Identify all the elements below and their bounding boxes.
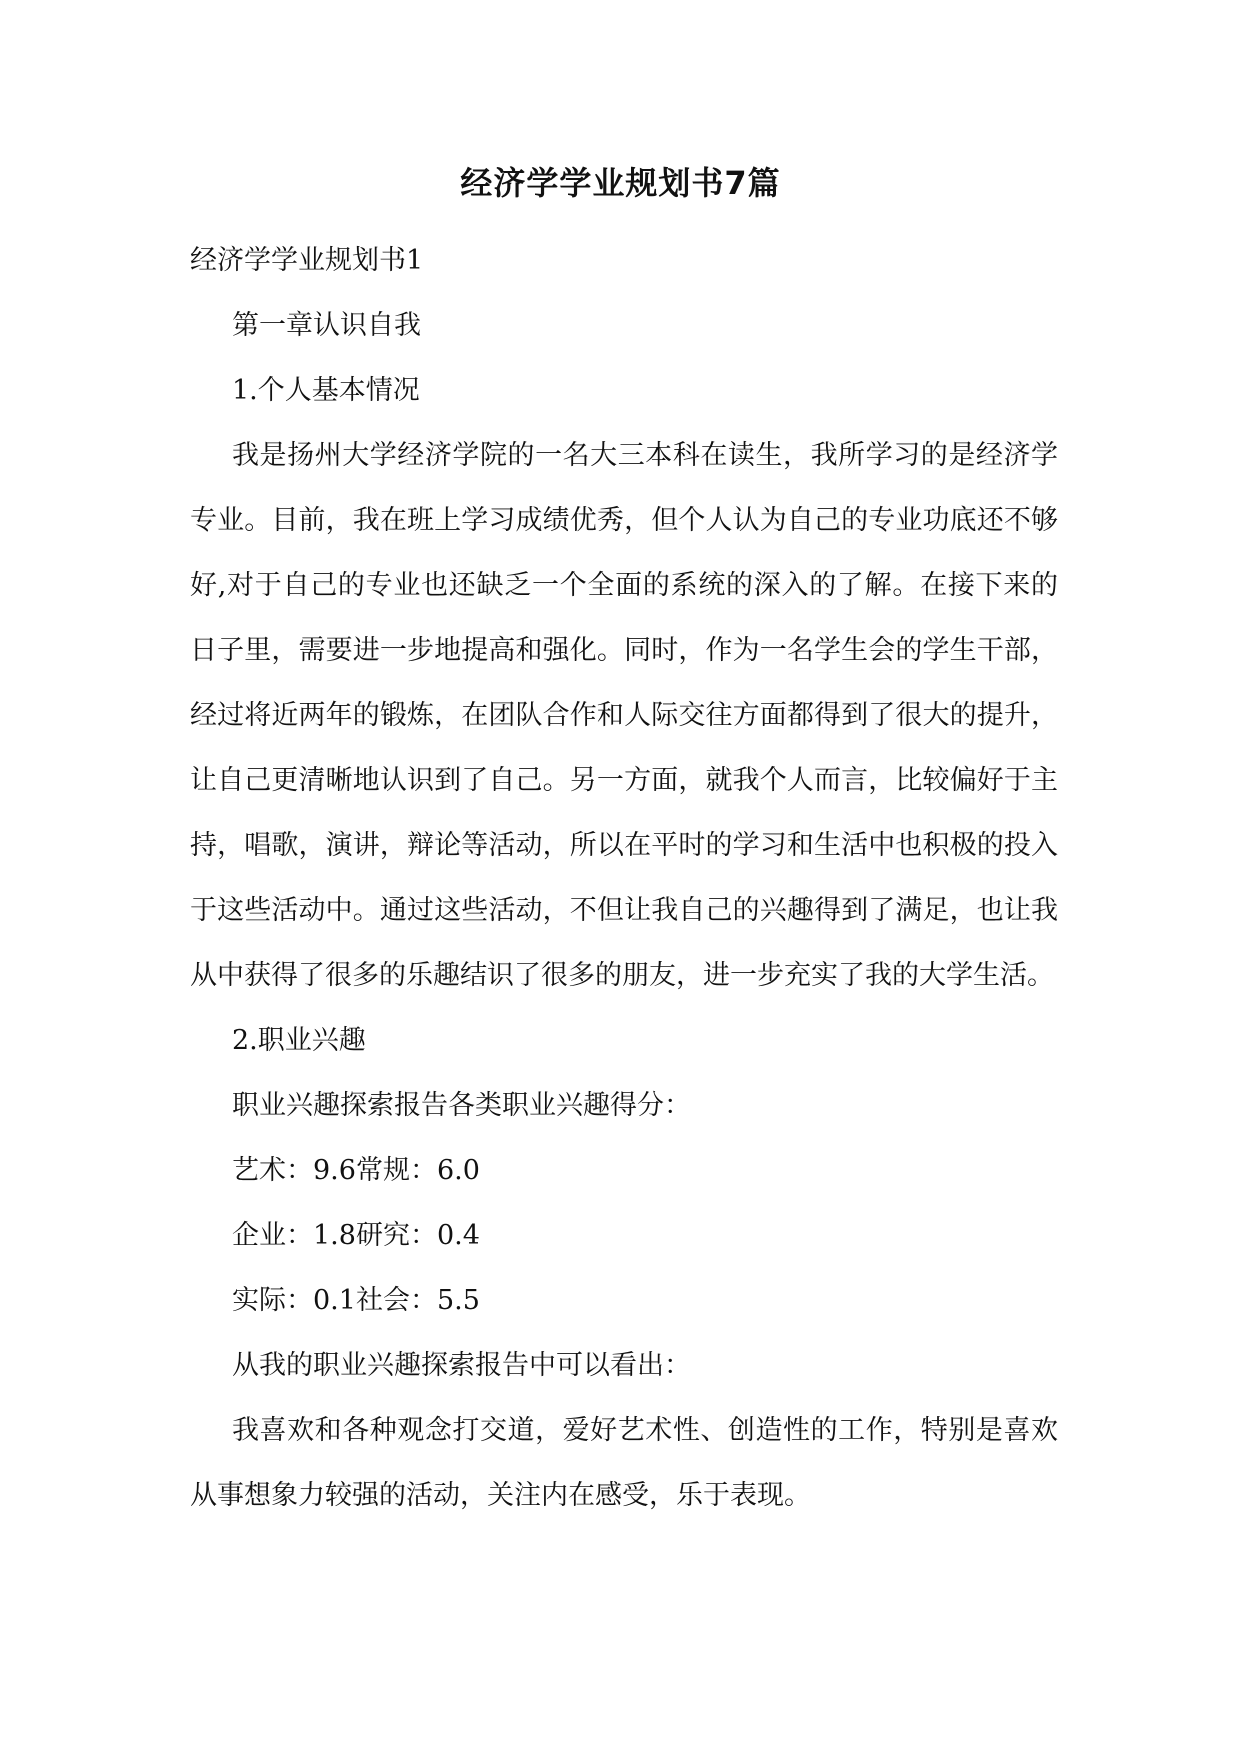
scores-line-2: 企业：1.8研究：0.4 <box>232 1220 480 1251</box>
section-heading: 经济学学业规划书1 <box>190 245 424 276</box>
document-body <box>190 228 1058 1528</box>
scores-intro: 职业兴趣探索报告各类职业兴趣得分： <box>232 1090 691 1121</box>
paragraph-interest-summary: 我喜欢和各种观念打交道，爱好艺术性、创造性的工作，特别是喜欢从事想象力较强的活动，关注内在感受，乐于表现。 <box>190 1415 1058 1511</box>
conclusion-intro: 从我的职业兴趣探索报告中可以看出： <box>232 1350 691 1381</box>
paragraph-personal-situation: 我是扬州大学经济学院的一名大三本科在读生，我所学习的是经济学专业。目前，我在班上学习成绩优秀，但个人认为自己的专业功底还不够好,对于自己的专业也还缺乏一个全面的系统的深入的了解。在接下来的日子里，需要进一步地提高和强化。同时，作为一名学生会的学生干部，经过将近两年的锻炼，在团队合作和人际交往方面都得到了很大的提升，让自己更清晰地认识到了自己。另一方面，就我个人而言，比较偏好于主持，唱歌，演讲，辩论等活动，所以在平时的学习和生活中也积极的投入于这些活动中。通过这些活动，不但让我自己的兴趣得到了满足，也让我从中获得了很多的乐趣结识了很多的朋友，进一步充实了我的大学生活。 <box>190 440 1058 991</box>
scores-line-3: 实际：0.1社会：5.5 <box>232 1285 480 1316</box>
document-title: 经济学学业规划书7篇 <box>460 164 781 202</box>
subsection-heading-1: 1.个人基本情况 <box>232 375 420 406</box>
scores-line-1: 艺术：9.6常规：6.0 <box>232 1155 480 1186</box>
chapter-heading: 第一章认识自我 <box>232 310 421 341</box>
subsection-heading-2: 2.职业兴趣 <box>232 1025 366 1056</box>
